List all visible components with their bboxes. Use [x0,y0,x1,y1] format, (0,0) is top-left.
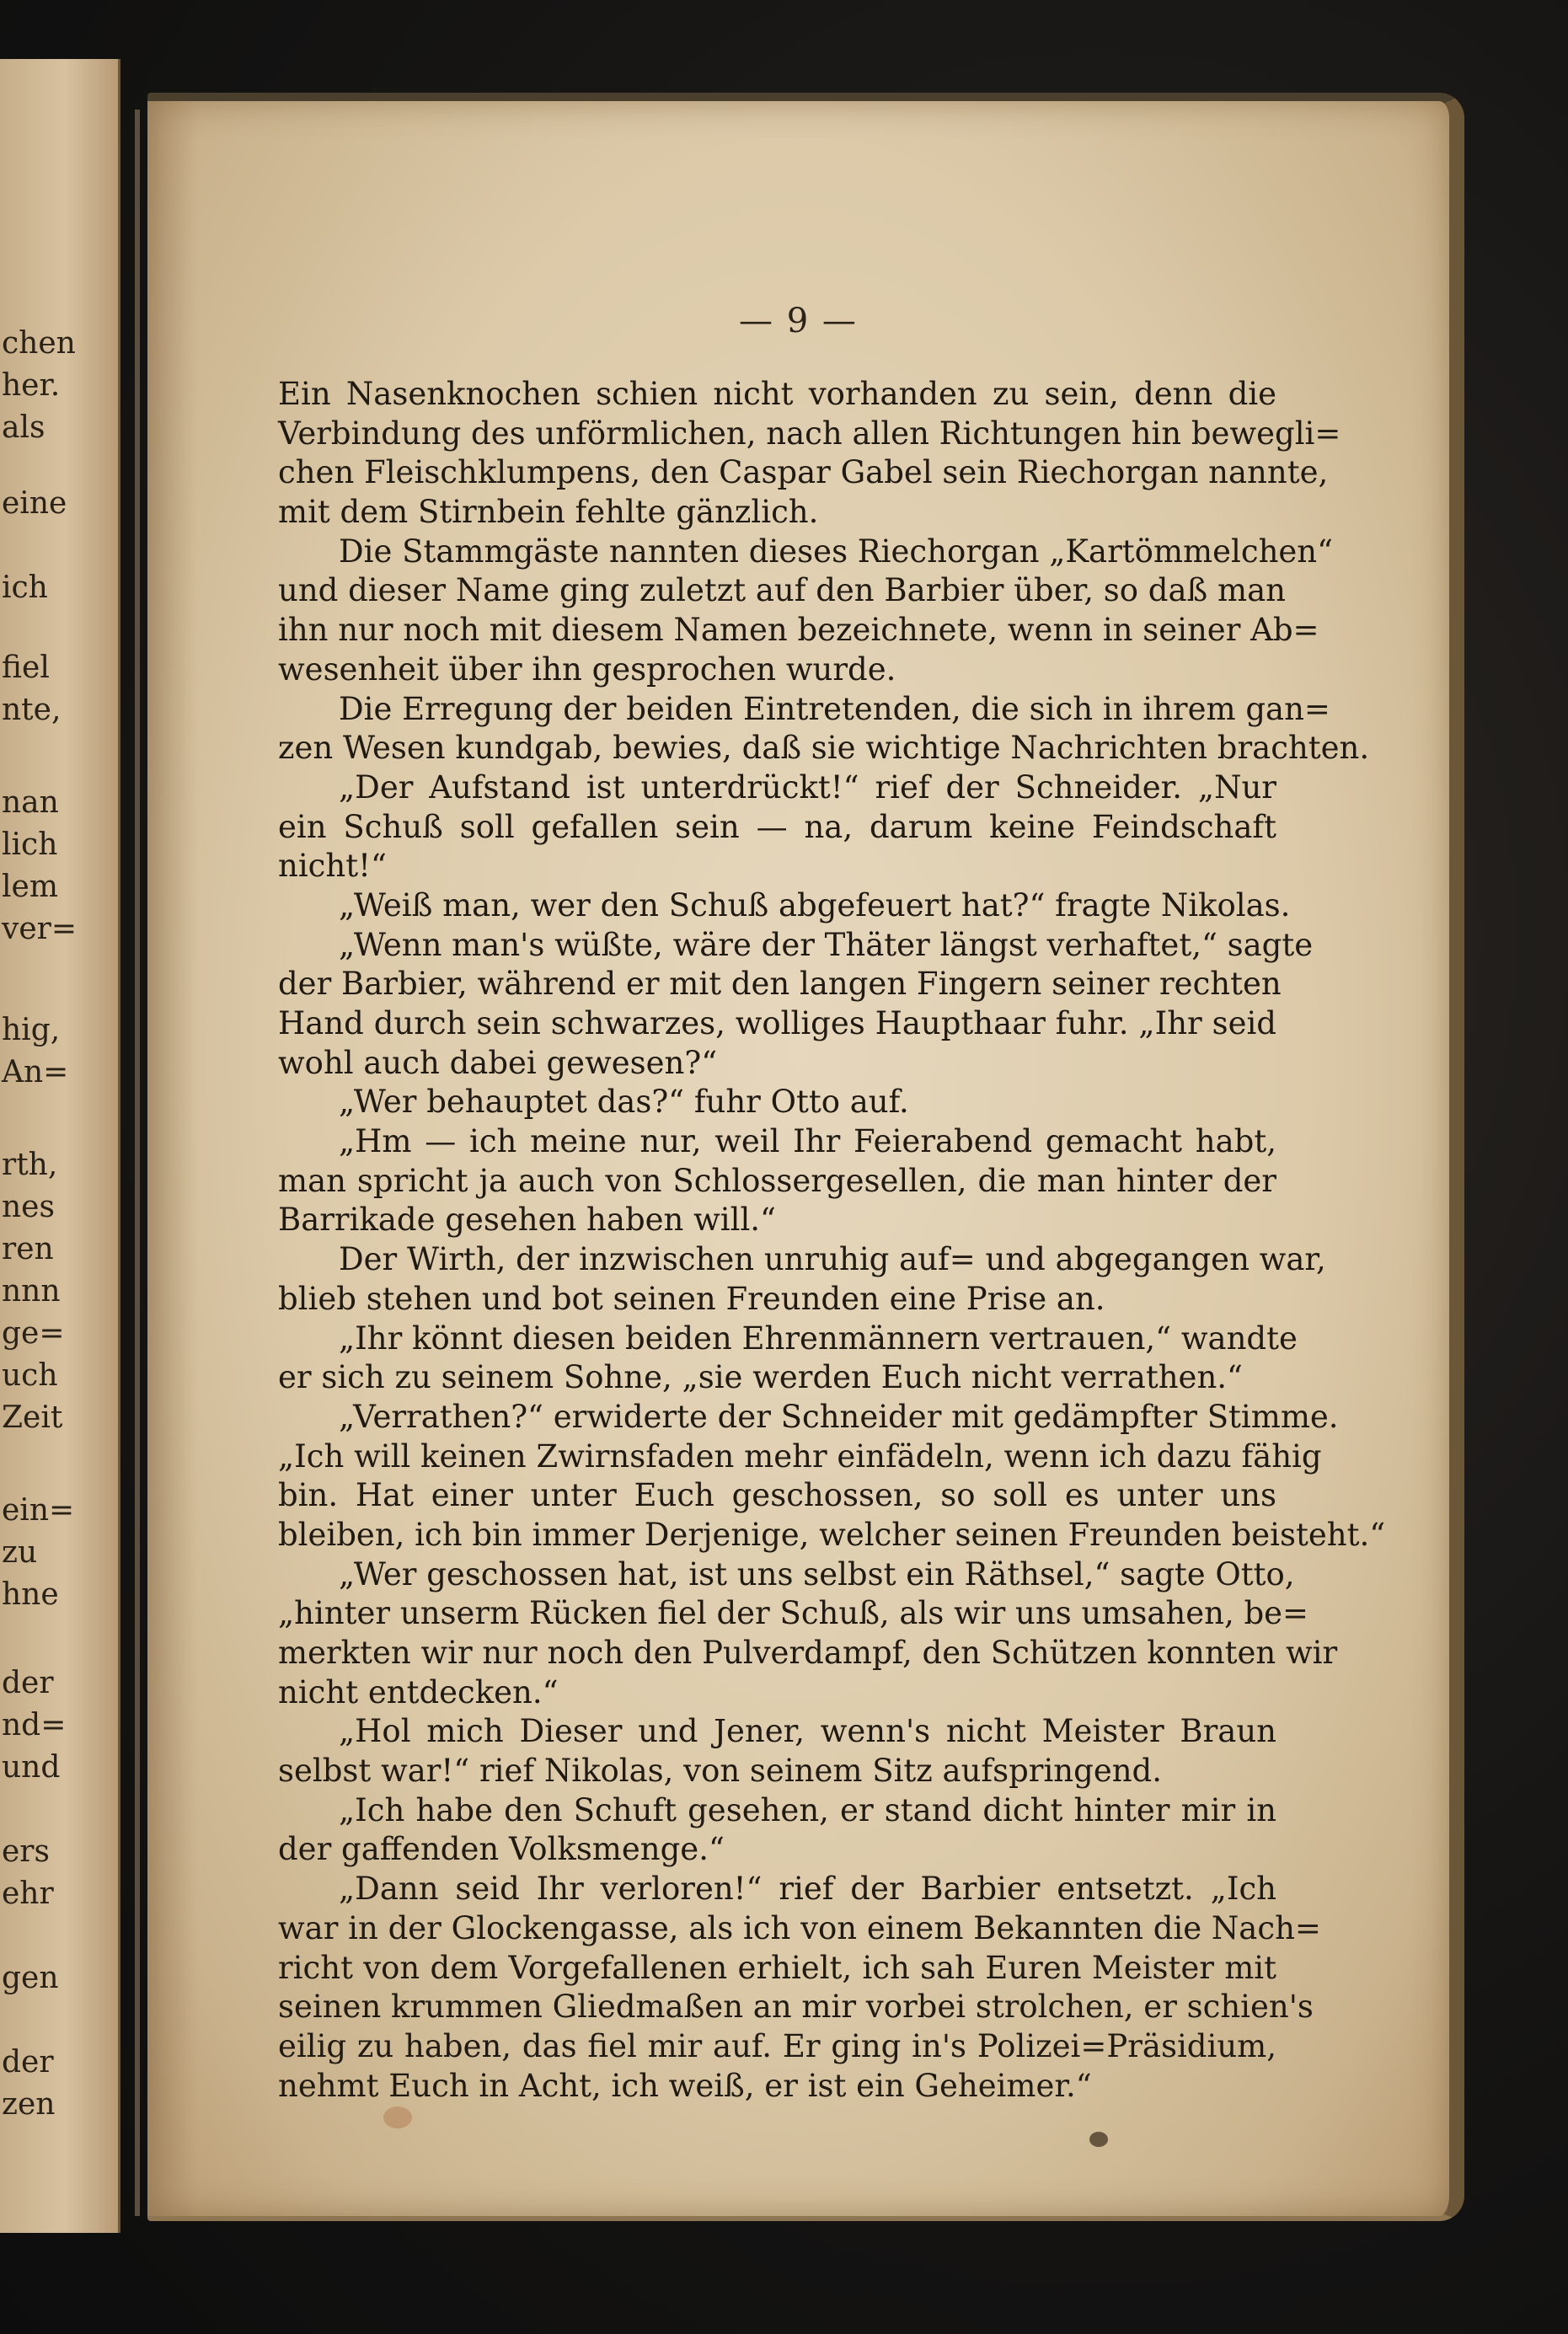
text-line: Der Wirth, der inzwischen unruhig auf= und abgegangen war, [339,1241,1326,1278]
text-line: eilig zu haben, das fiel mir auf. Er ging in's Polizei=Präsidium, [278,2027,1276,2064]
left-page-fragment: zen [2,2087,56,2122]
text-line: der Barbier, während er mit den langen Fingern seiner rechten [278,966,1282,1003]
left-page-fragment: ich [2,570,48,605]
text-line: „Verrathen?“ erwiderte der Schneider mit gedämpfter Stimme. [339,1398,1339,1435]
text-line: „Wer behauptet das?“ fuhr Otto auf. [339,1084,909,1121]
left-page-fragment: rth, [2,1148,58,1182]
left-page-fragment: nes [2,1190,55,1224]
left-page-fragment: als [2,410,45,445]
left-page-fragment: hne [2,1577,59,1612]
text-line: Hand durch sein schwarzes, wolliges Haupthaar fuhr. „Ihr seid [278,1005,1276,1041]
text-line: „Ihr könnt diesen beiden Ehrenmännern vertrauen,“ wandte [339,1320,1298,1357]
text-line: „hinter unserm Rücken fiel der Schuß, als wir uns umsahen, be= [278,1595,1309,1632]
text-line: Die Stammgäste nannten dieses Riechorgan „Kartömmelchen“ [339,533,1334,570]
text-line: „Wenn man's wüßte, wäre der Thäter längst verhaftet,“ sagte [339,926,1314,963]
text-line: nicht!“ [278,848,387,885]
text-line: bleiben, ich bin immer Derjenige, welcher seinen Freunden beisteht.“ [278,1516,1386,1553]
text-line: chen Fleischklumpens, den Caspar Gabel sein Riechorgan nannte, [278,454,1329,491]
left-page-fragment: hig, [2,1013,61,1047]
left-page-fragment: zu [2,1535,38,1570]
left-page-fragment: An= [2,1055,69,1089]
text-line: ihn nur noch mit diesem Namen bezeichnete, wenn in seiner Ab= [278,612,1319,649]
text-line: „Ich habe den Schuft gesehen, er stand dicht hinter mir in [339,1791,1276,1828]
left-page-fragment: her. [2,368,61,403]
text-line: ein Schuß soll gefallen sein — na, darum keine Feindschaft [278,808,1276,845]
left-page-fragment: nan [2,785,59,820]
left-page-fragment: lem [2,870,58,904]
text-line: „Dann seid Ihr verloren!“ rief der Barbier entsetzt. „Ich [339,1871,1276,1908]
left-page-fragment: gen [2,1961,59,1995]
left-page-fragment: Zeit [2,1400,63,1435]
ink-spot [1089,2132,1108,2147]
left-page-fragment: der [2,1666,54,1700]
left-page-fragment: lich [2,827,58,862]
text-line: „Hm — ich meine nur, weil Ihr Feierabend gemacht habt, [339,1123,1276,1160]
text-line: „Wer geschossen hat, ist uns selbst ein Räthsel,“ sagte Otto, [339,1555,1295,1593]
text-line: nicht entdecken.“ [278,1673,559,1710]
text-line: nehmt Euch in Acht, ich weiß, er ist ein Geheimer.“ [278,2067,1092,2104]
left-page-fragment: nd= [2,1708,67,1742]
left-page-fragment: eine [2,486,67,521]
text-line: man spricht ja auch von Schlossergesellen, die man hinter der [278,1162,1276,1199]
text-line: war in der Glockengasse, als ich von einem Bekannten die Nach= [278,1909,1321,1946]
left-page-fragment: ers [2,1834,50,1869]
text-line: wohl auch dabei gewesen?“ [278,1044,718,1081]
left-page-fragment: uch [2,1358,58,1393]
text-line: richt von dem Vorgefallenen erhielt, ich sah Euren Meister mit [278,1949,1276,1986]
left-page-fragment: ein= [2,1493,75,1528]
text-line: seinen krummen Gliedmaßen an mir vorbei strolchen, er schien's [278,1989,1314,2026]
text-line: mit dem Stirnbein fehlte gänzlich. [278,494,819,531]
text-line: Die Erregung der beiden Eintretenden, die sich in ihrem gan= [339,690,1330,727]
text-line: der gaffenden Volksmenge.“ [278,1831,725,1868]
paper-stain [383,2106,412,2128]
left-page-fragment: und [2,1750,61,1785]
text-line: zen Wesen kundgab, bewies, daß sie wichtige Nachrichten brachten. [278,730,1370,767]
left-page-fragment: fiel [2,650,50,685]
text-line: blieb stehen und bot seinen Freunden eine Prise an. [278,1280,1105,1317]
left-page-fragment: ver= [2,912,78,946]
left-page-fragment: nte, [2,693,62,727]
text-line: und dieser Name ging zuletzt auf den Barbier über, so daß man [278,572,1286,609]
text-line: Barrikade gesehen haben will.“ [278,1202,776,1239]
text-line: Verbindung des unförmlichen, nach allen Richtungen hin bewegli= [278,415,1341,452]
left-page-fragment: ehr [2,1876,54,1911]
text-line: wesenheit über ihn gesprochen wurde. [278,650,896,688]
book-page [147,93,1464,2221]
text-line: merkten wir nur noch den Pulverdampf, den Schützen konnten wir [278,1635,1338,1671]
left-page-fragment: nnn [2,1274,61,1309]
text-line: Ein Nasenknochen schien nicht vorhanden zu sein, denn die [278,376,1276,412]
left-page-fragment: der [2,2045,54,2080]
page-gutter-edge [135,110,140,2216]
page-number: — 9 — [739,302,858,340]
text-line: „Weiß man, wer den Schuß abgefeuert hat?“ fragte Nikolas. [339,886,1291,923]
left-page-fragment: chen [2,326,76,361]
text-line: „Der Aufstand ist unterdrückt!“ rief der Schneider. „Nur [339,768,1276,806]
text-line: „Ich will keinen Zwirnsfaden mehr einfädeln, wenn ich dazu fähig [278,1437,1322,1475]
body-text [278,375,1386,2106]
left-page-fragment: ren [2,1232,54,1266]
text-line: selbst war!“ rief Nikolas, von seinem Sitz aufspringend. [278,1753,1162,1790]
text-line: er sich zu seinem Sohne, „sie werden Euch nicht verrathen.“ [278,1359,1243,1396]
text-line: bin. Hat einer unter Euch geschossen, so soll es unter uns [278,1477,1276,1514]
gutter-shadow [147,101,198,2216]
left-page-text-fragments [0,326,78,2122]
left-page-fragment: ge= [2,1316,65,1351]
text-line: „Hol mich Dieser und Jener, wenn's nicht Meister Braun [339,1713,1276,1750]
